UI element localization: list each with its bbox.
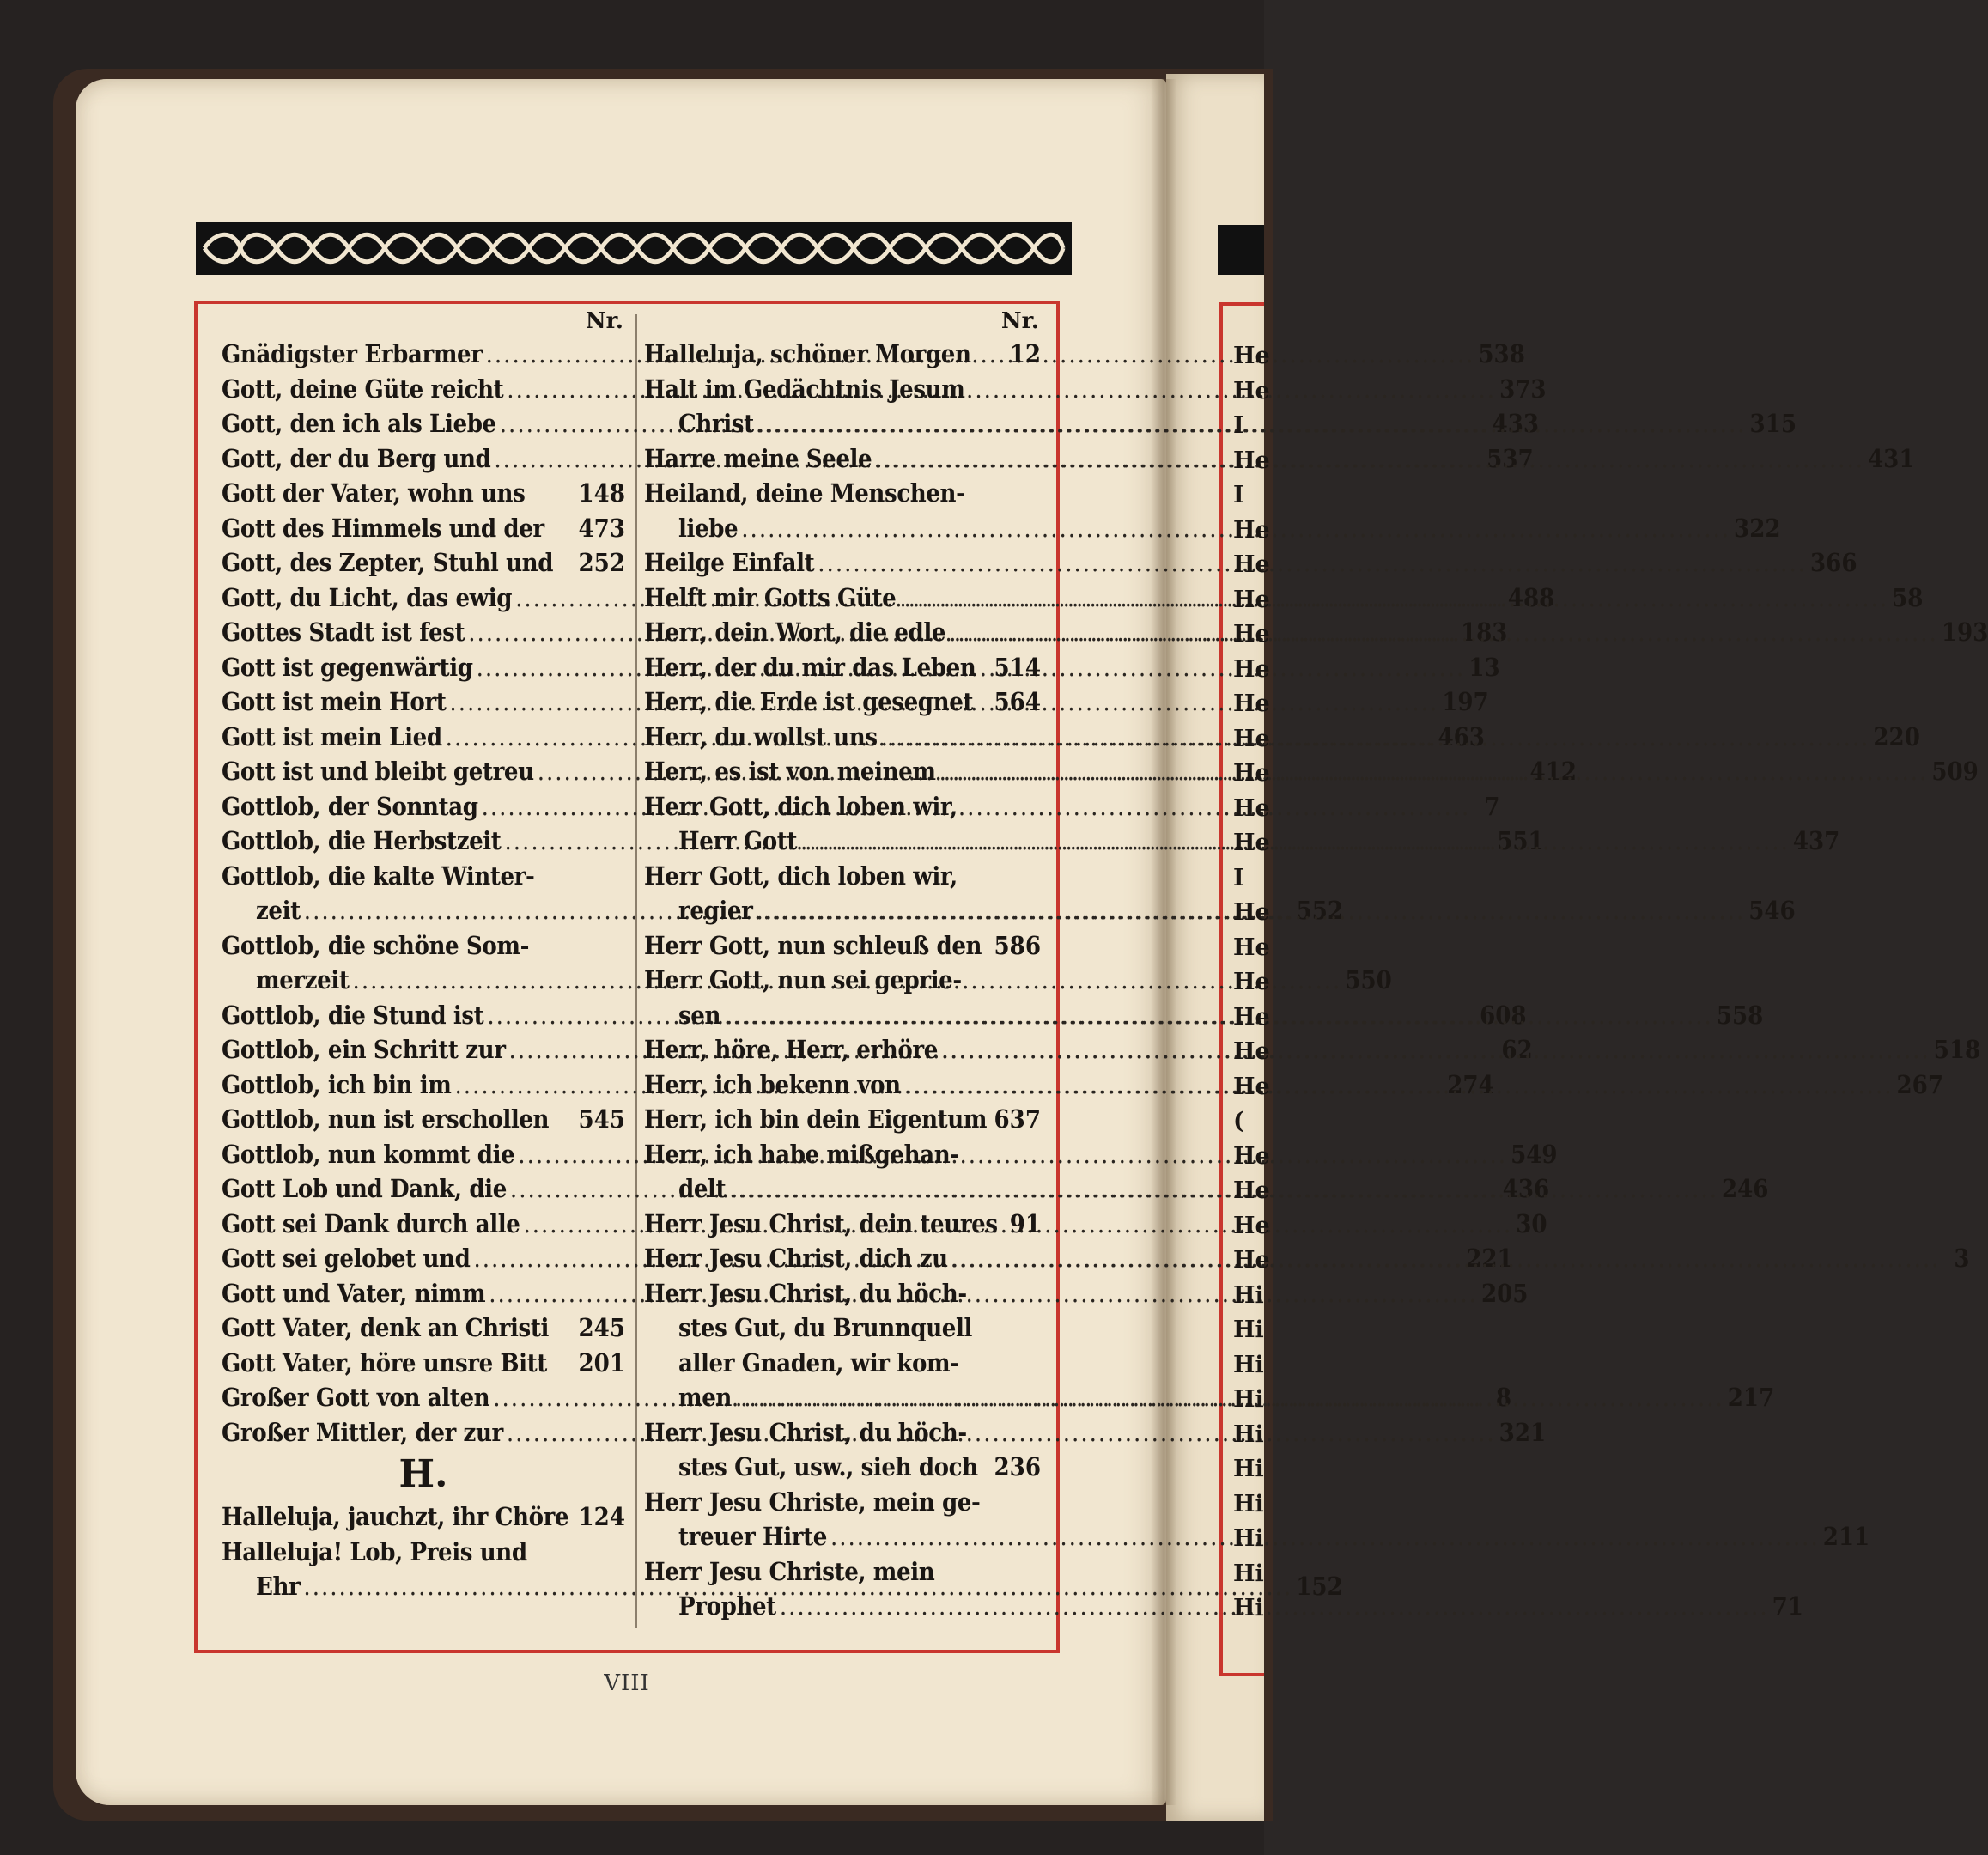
index-entry (222, 1535, 625, 1570)
entry-title: Gottlob, die Herbstzeit (222, 826, 502, 855)
index-entry (644, 1311, 1041, 1346)
entry-number: 211 (1822, 1522, 1870, 1551)
entry-title: Gottlob, die kalte Winter- (222, 861, 535, 891)
entry-title: Herr Gott, nun sei geprie- (644, 965, 962, 994)
entry-title: Herr, es ist von meinem (644, 757, 936, 786)
entry-number: 558 (1716, 1000, 1764, 1030)
entry-number: 473 (578, 513, 625, 543)
entry-title: sen (678, 1000, 721, 1030)
next-page-stub: He (1233, 586, 1270, 613)
entry-title: Herr, ich habe mißgehan- (644, 1139, 959, 1169)
next-page-stub: He (1233, 1247, 1270, 1274)
next-page-stub: ( (1233, 1108, 1244, 1134)
entry-number: 546 (1748, 896, 1796, 925)
entry-title: Herr Jesu Christe, mein (644, 1556, 935, 1586)
entry-number: 13 (1468, 652, 1500, 682)
entry-number: 564 (994, 687, 1041, 716)
entry-title: Gnädigster Erbarmer (222, 339, 483, 368)
next-page-ornament (1218, 225, 1264, 275)
entry-number: 252 (578, 548, 625, 577)
index-entry (644, 1102, 1041, 1137)
index-entry (222, 476, 625, 511)
knot-ornament-icon (199, 225, 1068, 271)
index-entry (644, 1137, 1041, 1172)
index-entry (644, 789, 1041, 824)
entry-number: 488 (1507, 582, 1555, 612)
entry-number: 549 (1511, 1139, 1558, 1169)
entry-title: Herr Jesu Christ, du höch- (644, 1417, 967, 1447)
entry-number: 436 (1502, 1174, 1550, 1203)
entry-title: Gott der Vater, wohn uns (222, 478, 526, 508)
entry-number: 62 (1501, 1035, 1533, 1064)
entry-title: Ehr (256, 1572, 301, 1601)
dot-leader (818, 545, 1807, 581)
next-page-stub: He (1233, 516, 1270, 544)
entry-title: Helft mir Gotts Güte (644, 582, 897, 612)
next-page-stub: Hi (1233, 1420, 1264, 1448)
next-page-stub: I (1233, 412, 1244, 439)
entry-title: merzeit (256, 965, 350, 994)
section-letter: H. (398, 1452, 448, 1496)
next-page-line-stubs (1233, 339, 1270, 1627)
number-header: Nr. (1000, 308, 1039, 334)
entry-number: 71 (1772, 1591, 1803, 1621)
entry-number: 197 (1442, 687, 1489, 716)
entry-title: Gottlob, die Stund ist (222, 1000, 484, 1030)
entry-title: Gottlob, nun ist erschollen (222, 1104, 550, 1134)
entry-number: 637 (994, 1104, 1041, 1134)
entry-number: 322 (1734, 513, 1781, 543)
dot-leader (881, 720, 1870, 755)
entry-title: Herr, du wollst uns (644, 721, 878, 751)
entry-title: Gottlob, ich bin im (222, 1069, 452, 1099)
entry-title: stes Gut, du Brunnquell (678, 1313, 973, 1342)
entry-title: Gott des Himmels und der (222, 513, 544, 543)
next-page-stub: Hi (1233, 1351, 1264, 1378)
entry-number: 236 (994, 1452, 1041, 1481)
dot-leader (939, 754, 1929, 789)
next-page-stub: He (1233, 1142, 1270, 1170)
entry-number: 8 (1495, 1383, 1511, 1412)
entry-number: 550 (1345, 965, 1392, 994)
entry-number: 431 (1868, 443, 1915, 473)
next-page-stub: He (1233, 1212, 1270, 1239)
entry-title: Herr, der du mir das Leben (644, 652, 976, 682)
next-page-stub: Hi (1233, 1595, 1264, 1621)
dot-leader (724, 998, 1713, 1033)
entry-title: zeit (256, 896, 301, 925)
entry-title: stes Gut, usw., sieh doch (678, 1452, 978, 1481)
entry-title: Gott Vater, denk an Christi (222, 1313, 549, 1342)
next-page-stub: He (1233, 830, 1270, 856)
entry-number: 245 (578, 1313, 625, 1342)
entry-number: 366 (1810, 548, 1857, 577)
entry-number: 7 (1484, 791, 1500, 821)
entry-title: Gott Lob und Dank, die (222, 1174, 507, 1203)
dot-leader (780, 1589, 1769, 1624)
index-entry (222, 1346, 625, 1381)
next-page-stub: He (1233, 794, 1270, 822)
next-page-stub: He (1233, 343, 1270, 369)
entry-number: 551 (1497, 826, 1544, 855)
entry-title: Herr, ich bin dein Eigentum (644, 1104, 988, 1134)
entry-number: 221 (1466, 1244, 1513, 1273)
entry-number: 246 (1721, 1174, 1769, 1203)
index-entry (644, 1485, 1041, 1520)
dot-leader (729, 1171, 1718, 1207)
index-entry (644, 684, 1041, 720)
entry-title: Herr Jesu Christ, dich zu (644, 1244, 948, 1273)
dot-leader (735, 1380, 1724, 1415)
entry-title: Gottlob, die schöne Som- (222, 930, 530, 960)
entry-title: Gottlob, ein Schritt zur (222, 1035, 506, 1064)
entry-number: 205 (1480, 1278, 1529, 1308)
entry-number: 437 (1792, 826, 1840, 855)
entry-number: 91 (1009, 1208, 1041, 1238)
entry-title: Gott ist mein Hort (222, 687, 447, 716)
next-page-stub: Hi (1233, 1560, 1264, 1587)
entry-number: 267 (1896, 1069, 1943, 1099)
next-page-stub: Hi (1233, 1317, 1264, 1343)
next-page-stub: Hi (1233, 1386, 1264, 1413)
entry-number: 217 (1727, 1383, 1775, 1412)
entry-number: 152 (1296, 1572, 1343, 1601)
index-entry (644, 1415, 1041, 1451)
entry-title: Heiland, deine Menschen- (644, 478, 965, 508)
entry-number: 30 (1516, 1208, 1547, 1238)
entry-title: Gott ist gegenwärtig (222, 652, 473, 682)
next-page-stub: Hi (1233, 1525, 1264, 1552)
dot-leader (830, 1519, 1820, 1554)
index-entry (644, 1450, 1041, 1485)
next-page-stub: He (1233, 899, 1270, 926)
entry-title: Gott ist und bleibt getreu (222, 757, 534, 786)
entry-title: Gott, des Zepter, Stuhl und (222, 548, 554, 577)
dot-leader (904, 1067, 1894, 1103)
entry-title: delt (678, 1174, 727, 1203)
entry-number: 148 (578, 478, 625, 508)
number-header: Nr. (585, 308, 623, 334)
index-entry (222, 1311, 625, 1346)
next-page-stub: He (1233, 934, 1270, 961)
entry-number: 193 (1941, 617, 1988, 647)
entry-title: Herr Gott (678, 826, 798, 855)
next-page-stub: I (1233, 864, 1244, 891)
entry-title: Herr Gott, dich loben wir, (644, 861, 958, 891)
entry-title: Herr, dein Wort, die edle (644, 617, 946, 647)
entry-title: Gott, deine Güte reicht (222, 374, 504, 404)
index-entry (644, 476, 1041, 511)
next-page-stub: Hi (1233, 1490, 1264, 1517)
entry-title: Gott und Vater, nimm (222, 1278, 486, 1308)
next-page-stub: He (1233, 725, 1270, 752)
entry-title: Herr Gott, nun schleuß den (644, 930, 982, 960)
entry-number: 3 (1954, 1244, 1970, 1273)
next-page-stub: He (1233, 969, 1270, 995)
index-entry (644, 1554, 1041, 1590)
index-entry (644, 372, 1041, 407)
index-entry (644, 963, 1041, 998)
next-page-stub: He (1233, 1177, 1270, 1204)
ornamental-header-band (196, 222, 1072, 275)
entry-title: Gott sei Dank durch alle (222, 1208, 520, 1238)
next-page-stub: He (1233, 760, 1270, 787)
index-entry (222, 1102, 625, 1137)
entry-title: men (678, 1383, 732, 1412)
entry-number: 463 (1438, 721, 1485, 751)
entry-title: Herr Jesu Christ, dein teures (644, 1208, 998, 1238)
entry-number: 552 (1296, 896, 1344, 925)
entry-title: Gott, den ich als Liebe (222, 409, 496, 438)
entry-number: 183 (1460, 617, 1508, 647)
entry-number: 274 (1447, 1069, 1494, 1099)
next-page-stub: He (1233, 377, 1270, 404)
next-page-stub: He (1233, 1073, 1270, 1100)
entry-title: Großer Mittler, der zur (222, 1417, 503, 1447)
entry-number: 518 (1933, 1035, 1981, 1064)
entry-number: 537 (1486, 443, 1534, 473)
index-entry (644, 928, 1041, 964)
entry-title: Gott Vater, höre unsre Bitt (222, 1347, 547, 1378)
entry-title: Harre meine Seele (644, 443, 872, 473)
next-page-stub: He (1233, 655, 1270, 683)
entry-number: 321 (1499, 1417, 1547, 1447)
entry-number: 373 (1499, 374, 1547, 404)
entry-number: 509 (1931, 757, 1979, 786)
entry-number: 220 (1873, 721, 1920, 751)
entry-title: Halleluja, schöner Morgen (644, 339, 971, 368)
index-entry (644, 337, 1041, 372)
entry-title: Gottlob, der Sonntag (222, 791, 478, 821)
next-page-stub: He (1233, 690, 1270, 717)
entry-title: Christ (678, 409, 754, 438)
index-entry (222, 545, 625, 581)
index-entry (644, 859, 1041, 894)
entry-title: Gottes Stadt ist fest (222, 617, 465, 647)
index-entry (222, 859, 625, 894)
next-page-stub: He (1233, 447, 1270, 474)
dot-leader (951, 1241, 1941, 1276)
index-entry (644, 1519, 1870, 1554)
next-page-stub: Hi (1233, 1281, 1264, 1309)
entry-title: Großer Gott von alten (222, 1383, 490, 1412)
entry-number: 124 (578, 1502, 625, 1531)
entry-title: Halleluja! Lob, Preis und (222, 1536, 527, 1566)
entry-title: Gott, der du Berg und (222, 443, 491, 473)
index-entry (644, 545, 1857, 581)
dot-leader (899, 581, 1888, 616)
entry-title: Prophet (678, 1591, 776, 1621)
entry-title: aller Gnaden, wir kom- (678, 1347, 959, 1378)
index-entry (222, 928, 625, 964)
entry-title: Gott, du Licht, das ewig (222, 582, 513, 612)
entry-title: Halt im Gedächtnis Jesum (644, 374, 965, 404)
entry-title: Herr, höre, Herr, erhöre (644, 1035, 938, 1064)
index-entry (644, 1346, 1041, 1381)
entry-number: 514 (994, 652, 1041, 682)
entry-number: 201 (578, 1347, 625, 1378)
entry-title: Herr Jesu Christe, mein ge- (644, 1487, 981, 1517)
dot-leader (875, 441, 1864, 477)
entry-title: Heilge Einfalt (644, 548, 815, 577)
entry-title: treuer Hirte (678, 1522, 827, 1551)
next-page-stub: He (1233, 1038, 1270, 1065)
entry-title: liebe (678, 513, 739, 543)
entry-number: 412 (1529, 757, 1577, 786)
next-page-stub: He (1233, 621, 1270, 648)
entry-number: 12 (1009, 339, 1041, 368)
index-entry (222, 511, 625, 546)
dot-leader (949, 615, 1938, 650)
dot-leader (800, 824, 1790, 859)
next-page-stub: He (1233, 1003, 1270, 1031)
entry-number: 315 (1749, 409, 1796, 438)
index-entry (644, 1276, 1041, 1311)
entry-title: Herr, die Erde ist gesegnet (644, 687, 974, 716)
entry-title: Herr Jesu Christ, du höch- (644, 1278, 967, 1308)
next-page-stub: Hi (1233, 1456, 1264, 1482)
entry-number: 433 (1492, 409, 1540, 438)
next-page-stub: He (1233, 551, 1270, 578)
index-entry (644, 1207, 1041, 1242)
index-entry (222, 1499, 625, 1535)
entry-number: 586 (994, 930, 1041, 960)
entry-title: Gottlob, nun kommt die (222, 1139, 515, 1169)
next-page-stub: I (1233, 482, 1244, 508)
entry-number: 538 (1478, 339, 1525, 368)
entry-number: 545 (578, 1104, 625, 1134)
entry-title: Gott sei gelobet und (222, 1244, 471, 1273)
index-entry (644, 650, 1041, 685)
dot-leader (941, 1032, 1930, 1067)
entry-title: Herr, ich bekenn von (644, 1069, 901, 1099)
entry-title: Halleluja, jauchzt, ihr Chöre (222, 1502, 569, 1531)
entry-title: regier (678, 896, 753, 925)
entry-title: Herr Gott, dich loben wir, (644, 791, 958, 821)
entry-number: 58 (1892, 582, 1924, 612)
page-number: VIII (604, 1670, 650, 1696)
entry-number: 608 (1480, 1000, 1527, 1030)
entry-title: Gott ist mein Lied (222, 721, 442, 751)
